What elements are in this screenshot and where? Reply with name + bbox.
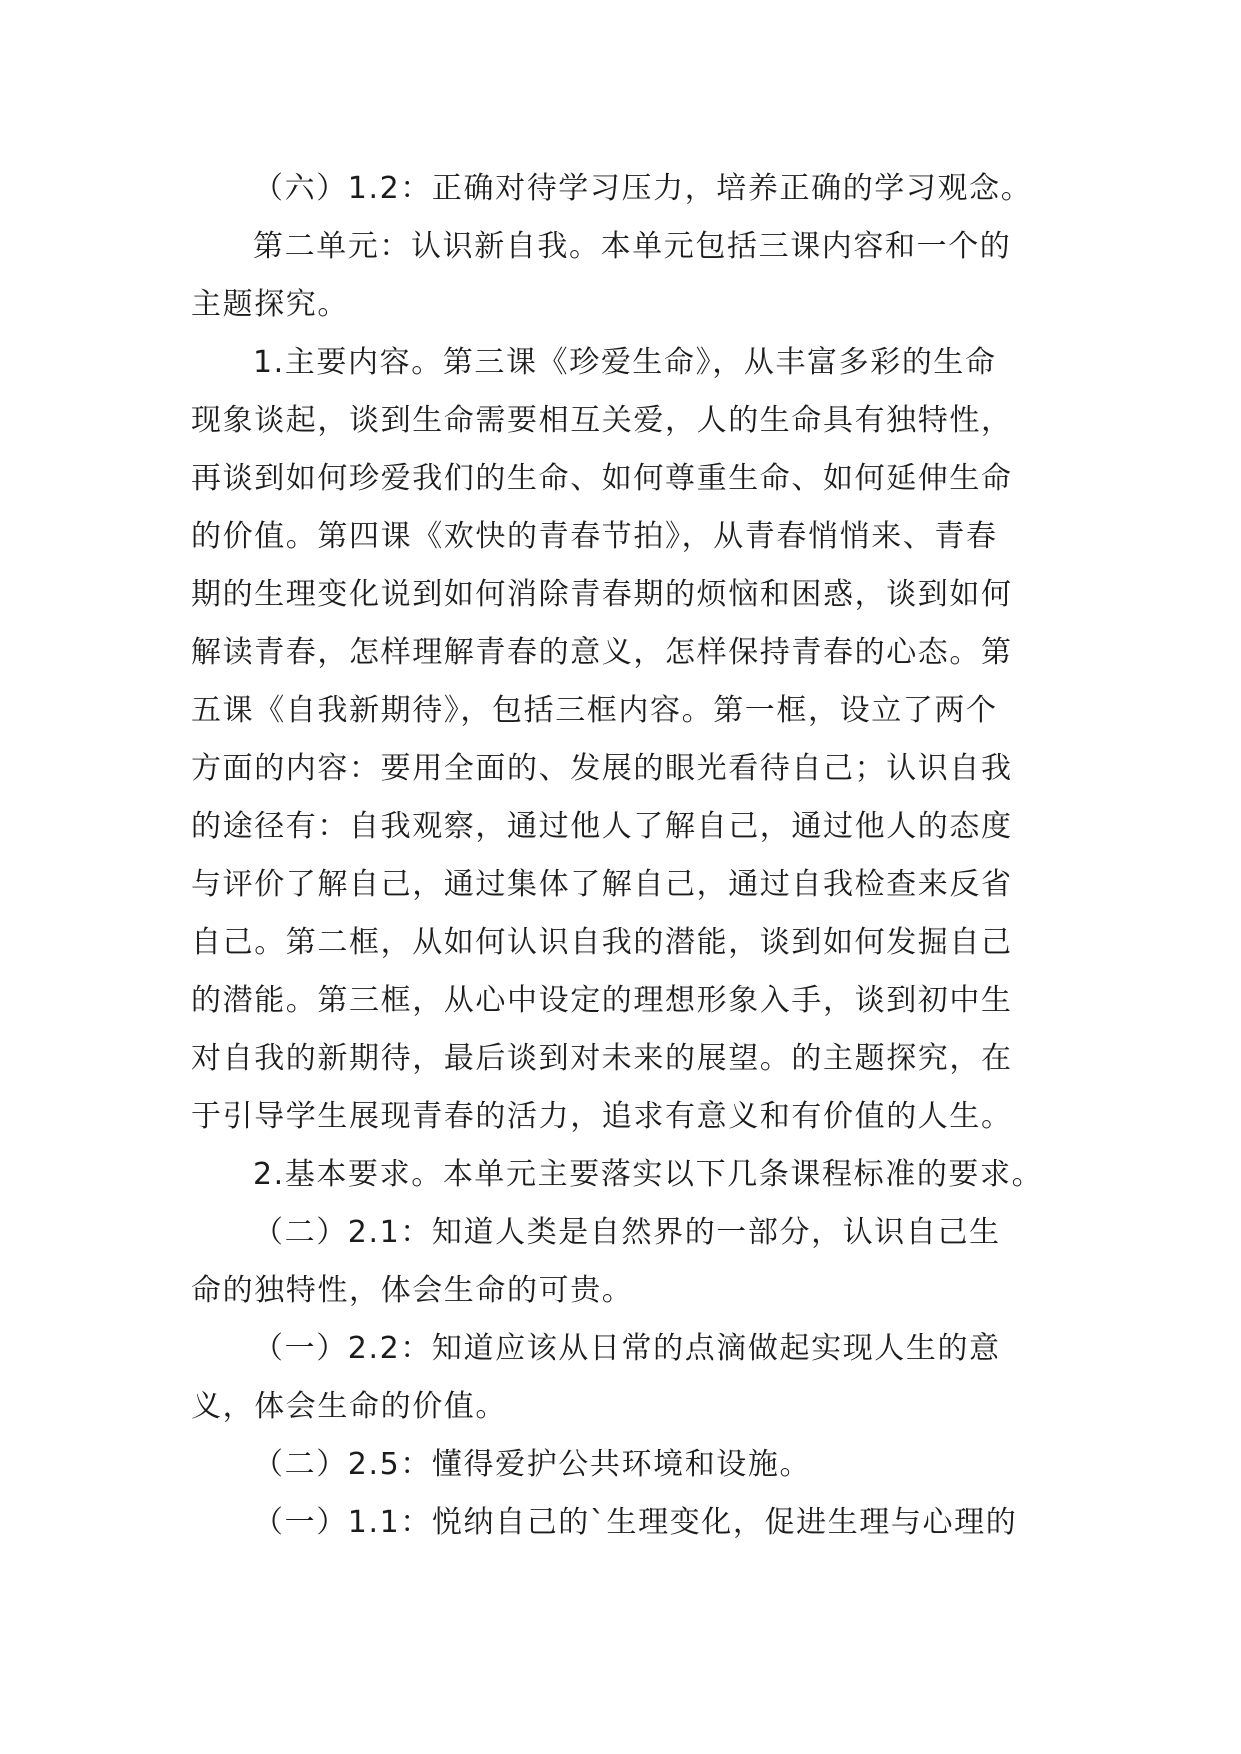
text-line: （二）2.1：知道人类是自然界的一部分，认识自己生 [253,1215,1001,1250]
text-line: 于引导学生展现青春的活力，追求有意义和有价值的人生。 [191,1099,1013,1134]
text-line: 五课《自我新期待》，包括三框内容。第一框，设立了两个 [191,693,998,728]
text-line: 再谈到如何珍爱我们的生命、如何尊重生命、如何延伸生命 [191,461,1013,496]
text-line: 现象谈起，谈到生命需要相互关爱，人的生命具有独特性， [191,403,1013,438]
text-line: （二）2.5：懂得爱护公共环境和设施。 [253,1447,812,1482]
text-line: （一）2.2：知道应该从日常的点滴做起实现人生的意 [253,1331,1001,1366]
document-body [191,160,1051,1552]
text-line: 的途径有：自我观察，通过他人了解自己，通过他人的态度 [191,809,1013,844]
text-line: 解读青春，怎样理解青春的意义，怎样保持青春的心态。第 [191,635,1013,670]
text-line: 与评价了解自己，通过集体了解自己，通过自我检查来反省 [191,867,1013,902]
text-line: 的价值。第四课《欢快的青春节拍》，从青春悄悄来、青春 [191,519,998,554]
text-line: 期的生理变化说到如何消除青春期的烦恼和困惑，谈到如何 [191,577,1013,612]
text-line: 2.基本要求。本单元主要落实以下几条课程标准的要求。 [253,1157,1044,1192]
text-line: （一）1.1：悦纳自己的`生理变化，促进生理与心理的 [253,1505,1018,1540]
text-line: 第二单元：认识新自我。本单元包括三课内容和一个的 [253,229,1012,264]
text-line: 对自我的新期待，最后谈到对未来的展望。的主题探究，在 [191,1041,1013,1076]
text-line: 的潜能。第三框，从心中设定的理想形象入手，谈到初中生 [191,983,1013,1018]
text-line: 主题探究。 [191,287,349,322]
text-line: 方面的内容：要用全面的、发展的眼光看待自己；认识自我 [191,751,1013,786]
text-line: 自己。第二框，从如何认识自我的潜能，谈到如何发掘自己 [191,925,1013,960]
text-line: 1.主要内容。第三课《珍爱生命》，从丰富多彩的生命 [253,345,997,380]
text-line: 义，体会生命的价值。 [191,1389,507,1424]
text-line: （六）1.2：正确对待学习压力，培养正确的学习观念。 [253,171,1033,206]
text-line: 命的独特性，体会生命的可贵。 [191,1273,634,1308]
